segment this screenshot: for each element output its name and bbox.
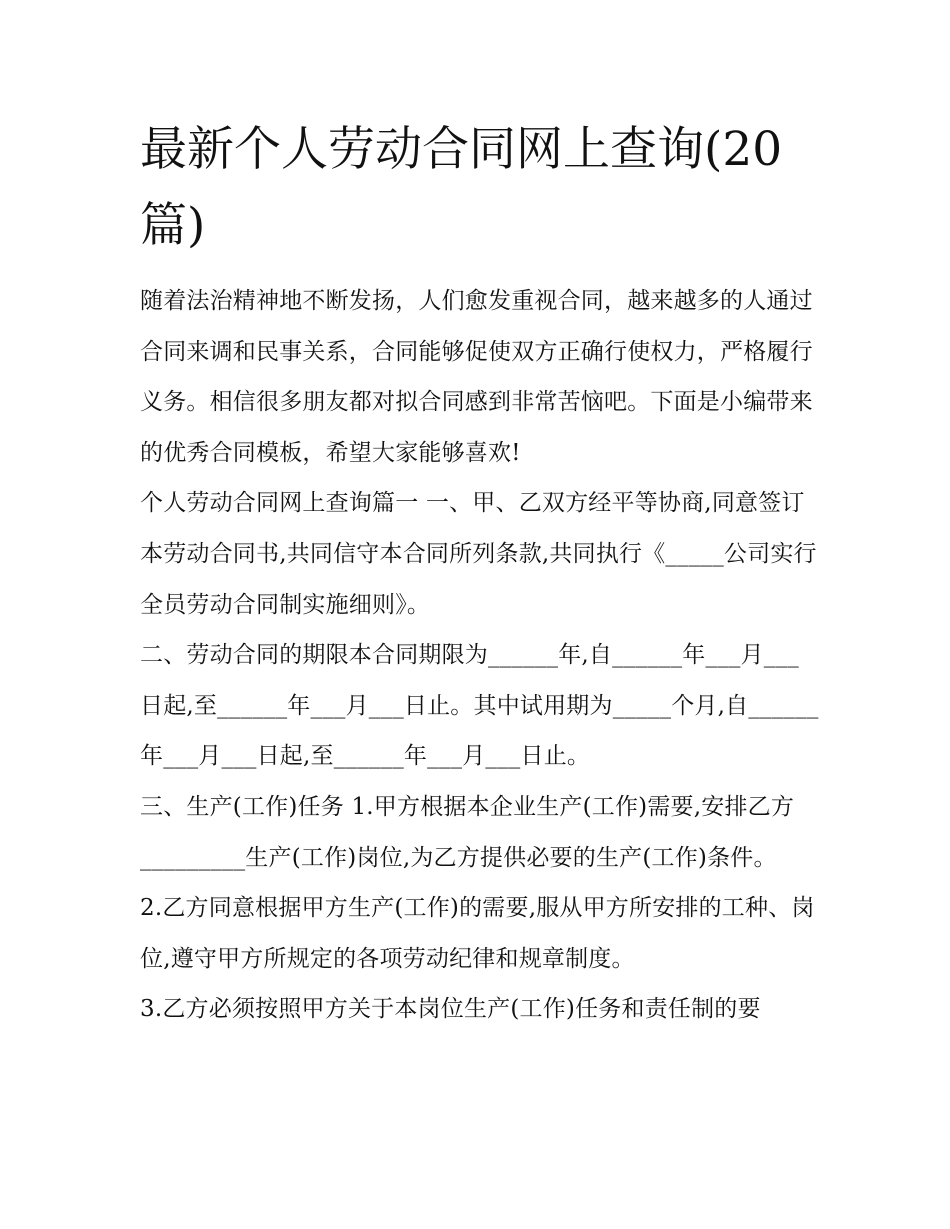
contract-clause-3-item-3: 3.乙方必须按照甲方关于本岗位生产(工作)任务和责任制的要	[140, 996, 761, 1023]
contract-clause-3-task: 三、生产(工作)任务 1.甲方根据本企业生产(工作)需要,安排乙方_________生产(工作)岗位,为乙方提供必要的生产(工作)条件。	[140, 793, 795, 871]
contract-clause-1: 个人劳动合同网上查询篇一 一、甲、乙双方经平等协商,同意签订本劳动合同书,共同信守本合同所列条款,共同执行《_____公司实行全员劳动合同制实施细则》。	[140, 490, 817, 618]
contract-clause-3-item-2: 2.乙方同意根据甲方生产(工作)的需要,服从甲方所安排的工种、岗位,遵守甲方所规定的各项劳动纪律和规章制度。	[140, 895, 815, 972]
intro-paragraph: 随着法治精神地不断发扬，人们愈发重视合同，越来越多的人通过合同来调和民事关系，合同能够促使双方正确行使权力，严格履行义务。相信很多朋友都对拟合同感到非常苦恼吧。下面是小编带来的优秀合同模板，希望大家能够喜欢!	[140, 288, 813, 466]
document-title: 最新个人劳动合同网上查询(20篇)	[140, 122, 783, 253]
contract-clause-2-term: 二、劳动合同的期限本合同期限为______年,自______年___月___日起,至______年___月___日止。其中试用期为_____个月,自______年___月___日起,至______年___月___日止。	[140, 642, 819, 770]
document-page	[140, 112, 820, 1035]
